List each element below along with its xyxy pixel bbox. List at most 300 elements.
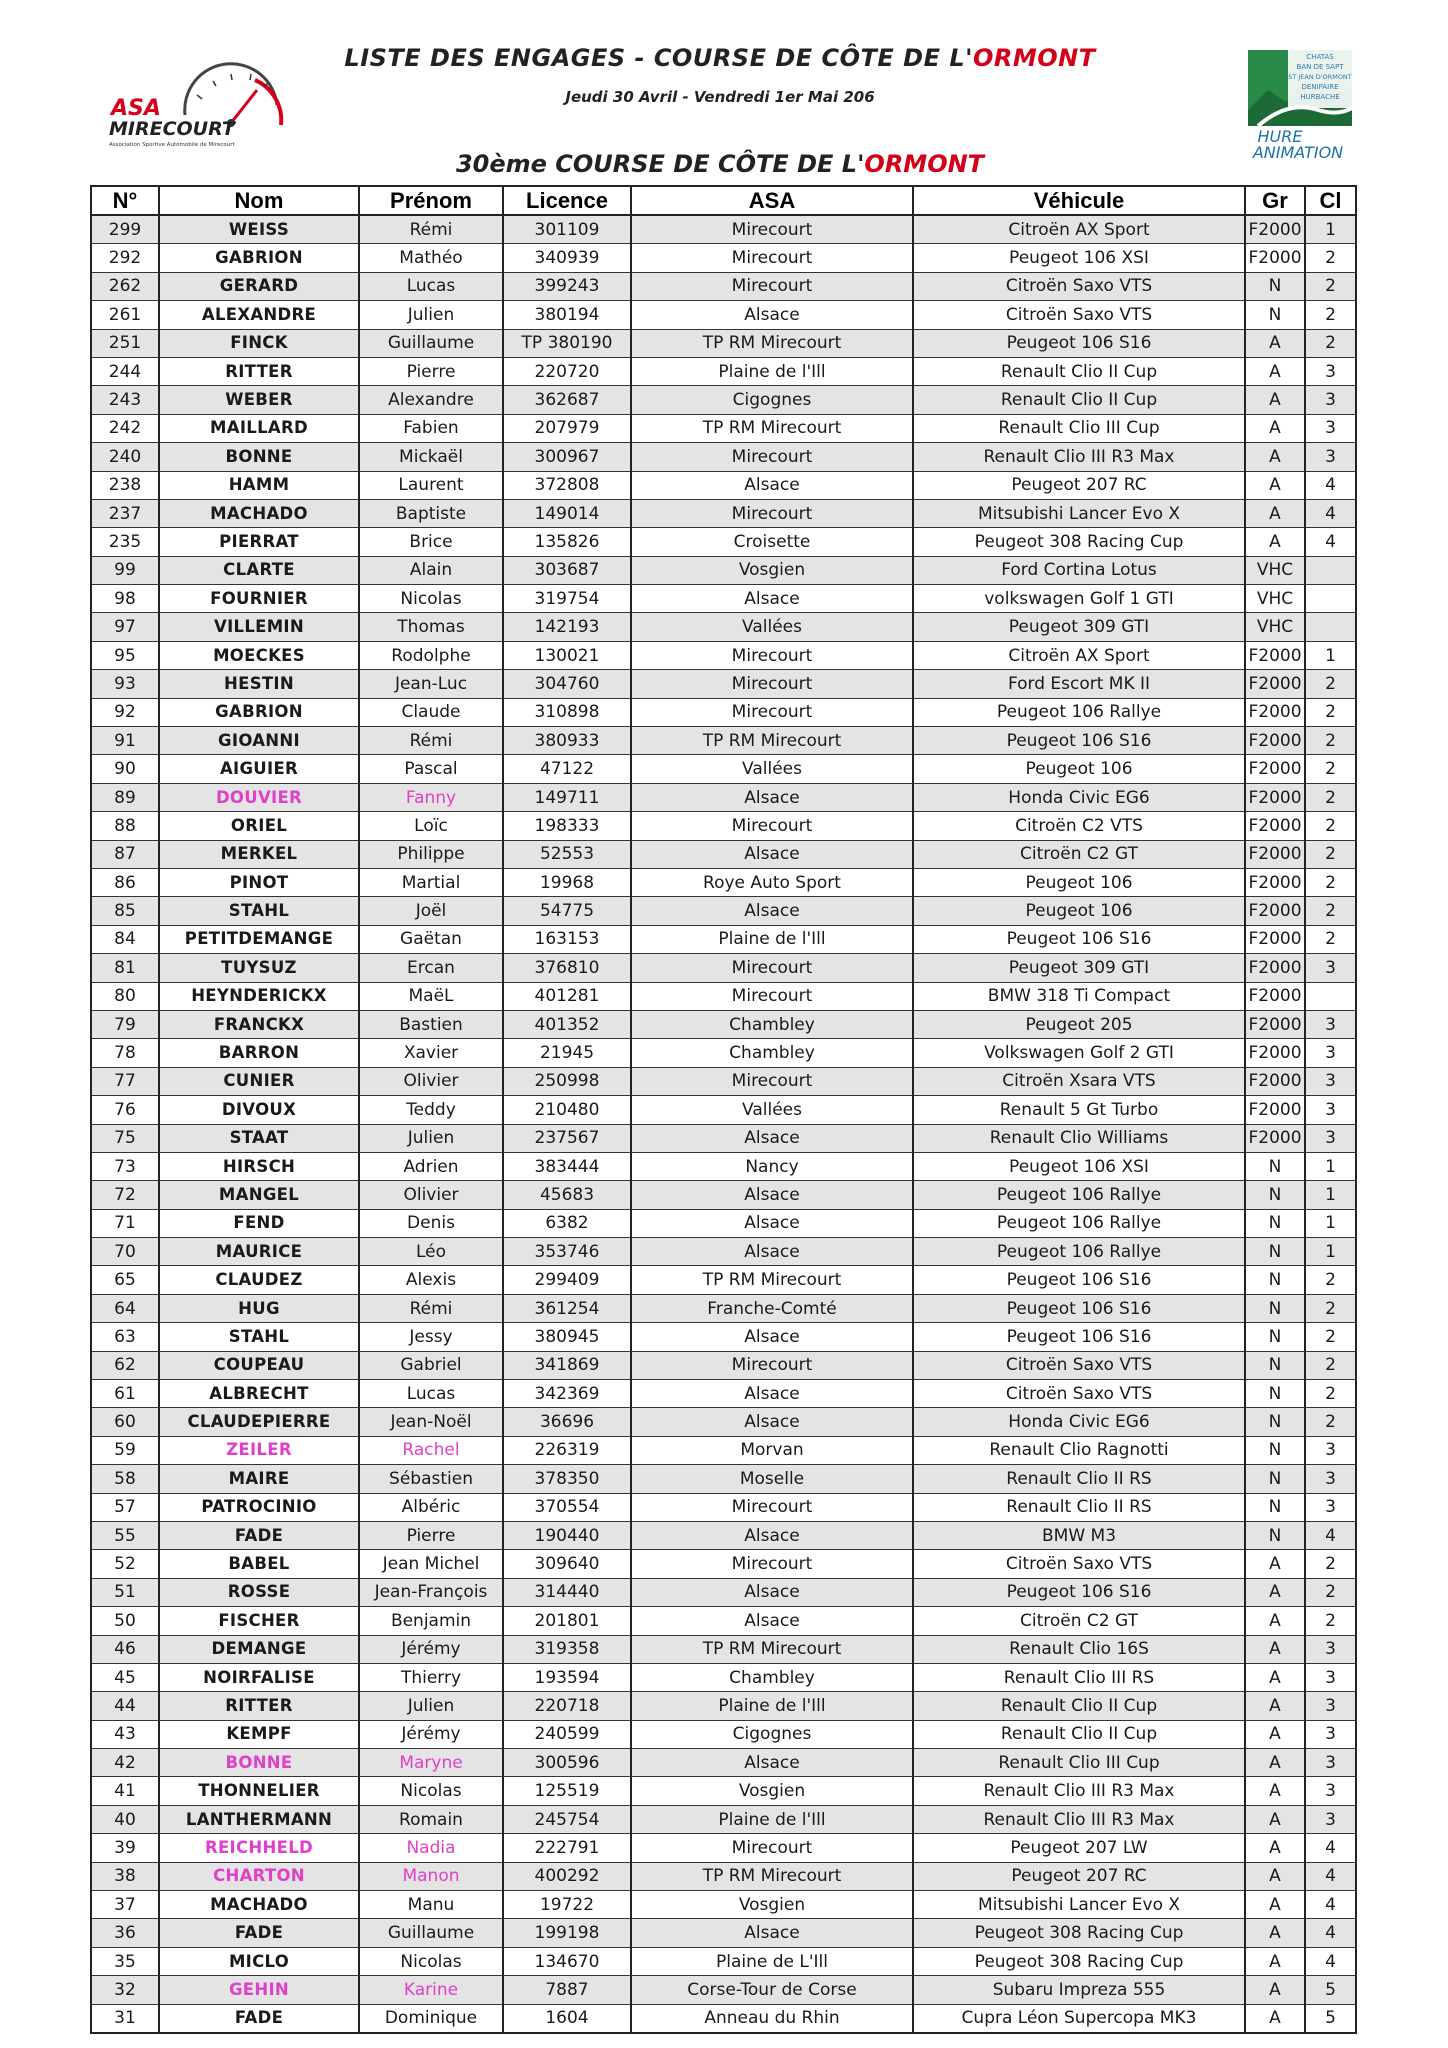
entry-licence: 341869 bbox=[503, 1351, 631, 1379]
entry-lastname: HIRSCH bbox=[159, 1152, 359, 1180]
entry-asa: Mirecourt bbox=[631, 244, 913, 272]
entry-licence: 135826 bbox=[503, 528, 631, 556]
entry-lastname: STAAT bbox=[159, 1124, 359, 1152]
entry-firstname: Gabriel bbox=[359, 1351, 503, 1379]
entry-firstname: Jean-François bbox=[359, 1578, 503, 1606]
entry-lastname: FOURNIER bbox=[159, 585, 359, 613]
entry-asa: TP RM Mirecourt bbox=[631, 329, 913, 357]
entry-class bbox=[1305, 556, 1356, 584]
entries-table bbox=[90, 185, 1357, 2034]
entry-vehicle: Citroën Saxo VTS bbox=[913, 1380, 1245, 1408]
entry-class: 4 bbox=[1305, 471, 1356, 499]
entry-group: F2000 bbox=[1245, 244, 1305, 272]
entry-number: 35 bbox=[91, 1947, 159, 1975]
entry-licence: 201801 bbox=[503, 1607, 631, 1635]
entry-licence: 226319 bbox=[503, 1436, 631, 1464]
entry-class: 3 bbox=[1305, 1436, 1356, 1464]
entry-lastname: MACHADO bbox=[159, 1891, 359, 1919]
entry-lastname: DEMANGE bbox=[159, 1635, 359, 1663]
entry-licence: 250998 bbox=[503, 1067, 631, 1095]
entry-group: A bbox=[1245, 1692, 1305, 1720]
entry-lastname: ZEILER bbox=[159, 1436, 359, 1464]
entry-asa: Vallées bbox=[631, 613, 913, 641]
entry-group: F2000 bbox=[1245, 670, 1305, 698]
entry-asa: Nancy bbox=[631, 1152, 913, 1180]
page-subtitle-highlight: ORMONT bbox=[864, 150, 985, 178]
entry-class: 1 bbox=[1305, 1152, 1356, 1180]
entry-vehicle: Citroën Xsara VTS bbox=[913, 1067, 1245, 1095]
entry-licence: 299409 bbox=[503, 1266, 631, 1294]
entry-class: 1 bbox=[1305, 1181, 1356, 1209]
entry-group: A bbox=[1245, 1919, 1305, 1947]
entry-number: 76 bbox=[91, 1096, 159, 1124]
entry-asa: Alsace bbox=[631, 1749, 913, 1777]
entry-lastname: HAMM bbox=[159, 471, 359, 499]
entry-lastname: GABRION bbox=[159, 244, 359, 272]
entry-lastname: FADE bbox=[159, 1521, 359, 1549]
logo-right-line-5: HURBACHE bbox=[1300, 93, 1340, 101]
logo-right-line-3: ST JEAN D'ORMONT bbox=[1288, 73, 1352, 81]
table-row bbox=[91, 1096, 1356, 1124]
entry-lastname: MOECKES bbox=[159, 641, 359, 669]
table-row bbox=[91, 1152, 1356, 1180]
entry-vehicle: Peugeot 309 GTI bbox=[913, 613, 1245, 641]
page-title bbox=[330, 44, 1110, 72]
entry-firstname: Maryne bbox=[359, 1749, 503, 1777]
entry-class: 3 bbox=[1305, 357, 1356, 385]
entry-group: A bbox=[1245, 329, 1305, 357]
entry-class: 3 bbox=[1305, 443, 1356, 471]
table-row bbox=[91, 670, 1356, 698]
entry-asa: Plaine de l'Ill bbox=[631, 925, 913, 953]
entry-class: 3 bbox=[1305, 1777, 1356, 1805]
entry-group: A bbox=[1245, 471, 1305, 499]
entry-number: 73 bbox=[91, 1152, 159, 1180]
entry-asa: Alsace bbox=[631, 783, 913, 811]
entry-number: 78 bbox=[91, 1039, 159, 1067]
entry-class: 2 bbox=[1305, 1380, 1356, 1408]
entry-firstname: Adrien bbox=[359, 1152, 503, 1180]
entry-asa: Franche-Comté bbox=[631, 1294, 913, 1322]
entry-class: 2 bbox=[1305, 670, 1356, 698]
entry-vehicle: Citroën Saxo VTS bbox=[913, 272, 1245, 300]
table-row bbox=[91, 1635, 1356, 1663]
entry-vehicle: Peugeot 207 RC bbox=[913, 1862, 1245, 1890]
entry-vehicle: Peugeot 106 Rallye bbox=[913, 1209, 1245, 1237]
entry-asa: TP RM Mirecourt bbox=[631, 414, 913, 442]
entry-number: 242 bbox=[91, 414, 159, 442]
entry-group: A bbox=[1245, 2004, 1305, 2033]
entry-group: A bbox=[1245, 1805, 1305, 1833]
entry-number: 75 bbox=[91, 1124, 159, 1152]
entry-lastname: PIERRAT bbox=[159, 528, 359, 556]
entry-lastname: CLAUDEPIERRE bbox=[159, 1408, 359, 1436]
entry-group: A bbox=[1245, 528, 1305, 556]
entry-number: 85 bbox=[91, 897, 159, 925]
entry-licence: 207979 bbox=[503, 414, 631, 442]
entry-licence: 383444 bbox=[503, 1152, 631, 1180]
entry-lastname: ROSSE bbox=[159, 1578, 359, 1606]
entry-asa: Alsace bbox=[631, 1238, 913, 1266]
entry-firstname: Teddy bbox=[359, 1096, 503, 1124]
entry-asa: Mirecourt bbox=[631, 641, 913, 669]
entry-number: 86 bbox=[91, 868, 159, 896]
entry-group: A bbox=[1245, 1635, 1305, 1663]
entry-asa: Mirecourt bbox=[631, 1067, 913, 1095]
entry-vehicle: Peugeot 308 Racing Cup bbox=[913, 1947, 1245, 1975]
entry-firstname: Karine bbox=[359, 1976, 503, 2004]
page-title-prefix: LISTE DES ENGAGES - COURSE DE CÔTE DE L' bbox=[344, 44, 973, 72]
entry-group: A bbox=[1245, 1834, 1305, 1862]
entry-group: VHC bbox=[1245, 556, 1305, 584]
entry-asa: Anneau du Rhin bbox=[631, 2004, 913, 2033]
entry-lastname: LANTHERMANN bbox=[159, 1805, 359, 1833]
entry-licence: 190440 bbox=[503, 1521, 631, 1549]
entry-asa: Plaine de l'Ill bbox=[631, 1692, 913, 1720]
table-row bbox=[91, 1380, 1356, 1408]
entry-class: 2 bbox=[1305, 1351, 1356, 1379]
entry-asa: Mirecourt bbox=[631, 698, 913, 726]
table-row bbox=[91, 1550, 1356, 1578]
entry-vehicle: volkswagen Golf 1 GTI bbox=[913, 585, 1245, 613]
entry-vehicle: Renault Clio Ragnotti bbox=[913, 1436, 1245, 1464]
entry-asa: Chambley bbox=[631, 1010, 913, 1038]
entry-vehicle: Honda Civic EG6 bbox=[913, 783, 1245, 811]
entry-number: 61 bbox=[91, 1380, 159, 1408]
entry-firstname: Dominique bbox=[359, 2004, 503, 2033]
entry-lastname: MERKEL bbox=[159, 840, 359, 868]
entry-licence: 400292 bbox=[503, 1862, 631, 1890]
entry-group: N bbox=[1245, 1323, 1305, 1351]
entry-licence: 300967 bbox=[503, 443, 631, 471]
entry-asa: Mirecourt bbox=[631, 982, 913, 1010]
entry-group: A bbox=[1245, 1578, 1305, 1606]
entry-asa: TP RM Mirecourt bbox=[631, 1862, 913, 1890]
entry-vehicle: Peugeot 106 bbox=[913, 897, 1245, 925]
entry-group: N bbox=[1245, 1209, 1305, 1237]
entry-firstname: Nicolas bbox=[359, 1777, 503, 1805]
entry-asa: Alsace bbox=[631, 1607, 913, 1635]
entry-licence: 380933 bbox=[503, 727, 631, 755]
entry-vehicle: Peugeot 106 XSI bbox=[913, 244, 1245, 272]
table-row bbox=[91, 1834, 1356, 1862]
table-row bbox=[91, 215, 1356, 244]
page-title-highlight: ORMONT bbox=[972, 44, 1096, 72]
entry-group: F2000 bbox=[1245, 215, 1305, 244]
table-row bbox=[91, 1181, 1356, 1209]
entry-group: F2000 bbox=[1245, 954, 1305, 982]
table-row bbox=[91, 1663, 1356, 1691]
entry-number: 55 bbox=[91, 1521, 159, 1549]
entry-vehicle: Ford Cortina Lotus bbox=[913, 556, 1245, 584]
entry-firstname: Alain bbox=[359, 556, 503, 584]
entry-group: N bbox=[1245, 1294, 1305, 1322]
hure-animation-logo bbox=[1248, 50, 1352, 162]
entry-class: 3 bbox=[1305, 1720, 1356, 1748]
entry-class: 3 bbox=[1305, 1096, 1356, 1124]
entry-asa: Plaine de L'Ill bbox=[631, 1947, 913, 1975]
entry-vehicle: Peugeot 106 Rallye bbox=[913, 698, 1245, 726]
entry-lastname: MACHADO bbox=[159, 499, 359, 527]
entry-group: N bbox=[1245, 1152, 1305, 1180]
entry-firstname: Alexis bbox=[359, 1266, 503, 1294]
entry-vehicle: Citroën AX Sport bbox=[913, 641, 1245, 669]
entry-class: 1 bbox=[1305, 1209, 1356, 1237]
entry-firstname: Olivier bbox=[359, 1181, 503, 1209]
entry-asa: Chambley bbox=[631, 1663, 913, 1691]
entry-vehicle: Renault Clio 16S bbox=[913, 1635, 1245, 1663]
entry-licence: 199198 bbox=[503, 1919, 631, 1947]
column-header-asa: ASA bbox=[631, 186, 913, 215]
entry-class: 2 bbox=[1305, 1408, 1356, 1436]
entry-number: 98 bbox=[91, 585, 159, 613]
entry-group: N bbox=[1245, 1380, 1305, 1408]
entry-licence: 198333 bbox=[503, 812, 631, 840]
entry-vehicle: Peugeot 106 S16 bbox=[913, 329, 1245, 357]
entry-class: 2 bbox=[1305, 727, 1356, 755]
entry-vehicle: Peugeot 106 S16 bbox=[913, 1294, 1245, 1322]
entry-group: A bbox=[1245, 1976, 1305, 2004]
entry-class: 3 bbox=[1305, 954, 1356, 982]
entry-vehicle: Honda Civic EG6 bbox=[913, 1408, 1245, 1436]
entry-number: 292 bbox=[91, 244, 159, 272]
logo-asa-text: ASA bbox=[111, 96, 161, 121]
entry-group: N bbox=[1245, 301, 1305, 329]
column-header-nom: Nom bbox=[159, 186, 359, 215]
entry-firstname: Denis bbox=[359, 1209, 503, 1237]
table-row bbox=[91, 1777, 1356, 1805]
entry-licence: 47122 bbox=[503, 755, 631, 783]
entry-group: F2000 bbox=[1245, 812, 1305, 840]
entry-licence: 240599 bbox=[503, 1720, 631, 1748]
entry-lastname: FINCK bbox=[159, 329, 359, 357]
table-header-row bbox=[91, 186, 1356, 215]
entry-class: 3 bbox=[1305, 1067, 1356, 1095]
entry-firstname: Rachel bbox=[359, 1436, 503, 1464]
entry-licence: 380945 bbox=[503, 1323, 631, 1351]
entry-licence: 193594 bbox=[503, 1663, 631, 1691]
entry-lastname: CUNIER bbox=[159, 1067, 359, 1095]
table-row bbox=[91, 783, 1356, 811]
entry-firstname: Lucas bbox=[359, 1380, 503, 1408]
entry-lastname: STAHL bbox=[159, 1323, 359, 1351]
entry-number: 89 bbox=[91, 783, 159, 811]
entry-number: 251 bbox=[91, 329, 159, 357]
table-row bbox=[91, 1266, 1356, 1294]
entry-class: 2 bbox=[1305, 244, 1356, 272]
entry-class: 3 bbox=[1305, 1635, 1356, 1663]
entry-group: F2000 bbox=[1245, 1124, 1305, 1152]
entry-firstname: Jessy bbox=[359, 1323, 503, 1351]
entry-asa: Corse-Tour de Corse bbox=[631, 1976, 913, 2004]
entry-firstname: Jean Michel bbox=[359, 1550, 503, 1578]
entry-licence: 310898 bbox=[503, 698, 631, 726]
entry-licence: 125519 bbox=[503, 1777, 631, 1805]
entry-firstname: MaëL bbox=[359, 982, 503, 1010]
entry-group: F2000 bbox=[1245, 1010, 1305, 1038]
entry-licence: 19968 bbox=[503, 868, 631, 896]
entry-lastname: COUPEAU bbox=[159, 1351, 359, 1379]
entry-vehicle: Volkswagen Golf 2 GTI bbox=[913, 1039, 1245, 1067]
entry-licence: 342369 bbox=[503, 1380, 631, 1408]
entry-vehicle: Renault Clio III R3 Max bbox=[913, 443, 1245, 471]
entry-asa: Alsace bbox=[631, 1209, 913, 1237]
entry-lastname: RITTER bbox=[159, 1692, 359, 1720]
entry-lastname: FRANCKX bbox=[159, 1010, 359, 1038]
entry-licence: 401281 bbox=[503, 982, 631, 1010]
table-row bbox=[91, 897, 1356, 925]
entry-class: 2 bbox=[1305, 812, 1356, 840]
entry-number: 299 bbox=[91, 215, 159, 244]
entry-asa: Moselle bbox=[631, 1465, 913, 1493]
entry-licence: 36696 bbox=[503, 1408, 631, 1436]
entry-lastname: MANGEL bbox=[159, 1181, 359, 1209]
entry-group: A bbox=[1245, 1749, 1305, 1777]
entry-vehicle: Ford Escort MK II bbox=[913, 670, 1245, 698]
entry-number: 52 bbox=[91, 1550, 159, 1578]
entry-number: 235 bbox=[91, 528, 159, 556]
entry-class bbox=[1305, 982, 1356, 1010]
entry-vehicle: Mitsubishi Lancer Evo X bbox=[913, 499, 1245, 527]
entry-class: 2 bbox=[1305, 925, 1356, 953]
entry-class: 3 bbox=[1305, 1663, 1356, 1691]
entry-asa: Alsace bbox=[631, 1380, 913, 1408]
entry-number: 92 bbox=[91, 698, 159, 726]
entry-asa: Alsace bbox=[631, 1521, 913, 1549]
table-row bbox=[91, 1947, 1356, 1975]
entry-asa: Plaine de l'Ill bbox=[631, 1805, 913, 1833]
entry-firstname: Rodolphe bbox=[359, 641, 503, 669]
entry-lastname: CLARTE bbox=[159, 556, 359, 584]
entry-firstname: Rémi bbox=[359, 727, 503, 755]
logo-right-line-1: CHATAS bbox=[1306, 53, 1334, 61]
table-row bbox=[91, 443, 1356, 471]
entry-lastname: BONNE bbox=[159, 1749, 359, 1777]
entry-asa: Cigognes bbox=[631, 1720, 913, 1748]
entry-lastname: BARRON bbox=[159, 1039, 359, 1067]
entry-number: 77 bbox=[91, 1067, 159, 1095]
entry-asa: Mirecourt bbox=[631, 670, 913, 698]
entry-vehicle: Peugeot 106 S16 bbox=[913, 1266, 1245, 1294]
entry-number: 59 bbox=[91, 1436, 159, 1464]
entry-group: N bbox=[1245, 1238, 1305, 1266]
entry-firstname: Bastien bbox=[359, 1010, 503, 1038]
entry-class: 2 bbox=[1305, 1323, 1356, 1351]
entry-group: F2000 bbox=[1245, 1096, 1305, 1124]
entry-number: 51 bbox=[91, 1578, 159, 1606]
entry-class: 1 bbox=[1305, 215, 1356, 244]
entry-asa: Mirecourt bbox=[631, 272, 913, 300]
entry-asa: Vallées bbox=[631, 755, 913, 783]
logo-right-line-4: DENIPAIRE bbox=[1301, 83, 1339, 91]
entry-vehicle: Citroën C2 GT bbox=[913, 1607, 1245, 1635]
entry-asa: Chambley bbox=[631, 1039, 913, 1067]
table-row bbox=[91, 1862, 1356, 1890]
entry-number: 36 bbox=[91, 1919, 159, 1947]
column-header-cl: Cl bbox=[1305, 186, 1356, 215]
table-row bbox=[91, 613, 1356, 641]
table-row bbox=[91, 1124, 1356, 1152]
entry-number: 50 bbox=[91, 1607, 159, 1635]
entry-lastname: FADE bbox=[159, 2004, 359, 2033]
entry-class: 2 bbox=[1305, 272, 1356, 300]
entry-class: 1 bbox=[1305, 1238, 1356, 1266]
logo-hure-text: HURE bbox=[1257, 127, 1303, 146]
entry-licence: 142193 bbox=[503, 613, 631, 641]
entry-class: 2 bbox=[1305, 783, 1356, 811]
entry-firstname: Thierry bbox=[359, 1663, 503, 1691]
entry-firstname: Mickaël bbox=[359, 443, 503, 471]
entry-vehicle: Peugeot 106 S16 bbox=[913, 925, 1245, 953]
entry-vehicle: Renault Clio II RS bbox=[913, 1465, 1245, 1493]
entry-vehicle: Cupra Léon Supercopa MK3 bbox=[913, 2004, 1245, 2033]
entry-asa: Mirecourt bbox=[631, 1550, 913, 1578]
entry-asa: Mirecourt bbox=[631, 812, 913, 840]
entry-firstname: Manu bbox=[359, 1891, 503, 1919]
entry-asa: TP RM Mirecourt bbox=[631, 1266, 913, 1294]
entry-number: 65 bbox=[91, 1266, 159, 1294]
entry-number: 45 bbox=[91, 1663, 159, 1691]
entry-asa: Alsace bbox=[631, 585, 913, 613]
entry-number: 90 bbox=[91, 755, 159, 783]
entry-class: 4 bbox=[1305, 1919, 1356, 1947]
entry-vehicle: Renault Clio III RS bbox=[913, 1663, 1245, 1691]
entry-vehicle: Mitsubishi Lancer Evo X bbox=[913, 1891, 1245, 1919]
entry-number: 60 bbox=[91, 1408, 159, 1436]
entry-number: 240 bbox=[91, 443, 159, 471]
entry-asa: Alsace bbox=[631, 1578, 913, 1606]
entry-number: 79 bbox=[91, 1010, 159, 1038]
entry-firstname: Thomas bbox=[359, 613, 503, 641]
entry-lastname: HESTIN bbox=[159, 670, 359, 698]
entry-lastname: HUG bbox=[159, 1294, 359, 1322]
entry-lastname: DIVOUX bbox=[159, 1096, 359, 1124]
entry-asa: Alsace bbox=[631, 301, 913, 329]
entry-vehicle: Renault Clio III Cup bbox=[913, 414, 1245, 442]
entry-licence: 378350 bbox=[503, 1465, 631, 1493]
entry-licence: 220718 bbox=[503, 1692, 631, 1720]
table-row bbox=[91, 925, 1356, 953]
entry-class: 3 bbox=[1305, 414, 1356, 442]
entry-asa: Morvan bbox=[631, 1436, 913, 1464]
entry-group: A bbox=[1245, 357, 1305, 385]
entry-lastname: ALBRECHT bbox=[159, 1380, 359, 1408]
entry-lastname: MAIRE bbox=[159, 1465, 359, 1493]
entry-number: 42 bbox=[91, 1749, 159, 1777]
entry-firstname: Gaëtan bbox=[359, 925, 503, 953]
entry-firstname: Lucas bbox=[359, 272, 503, 300]
entry-class: 3 bbox=[1305, 1465, 1356, 1493]
entry-firstname: Xavier bbox=[359, 1039, 503, 1067]
entry-number: 261 bbox=[91, 301, 159, 329]
entry-licence: 149711 bbox=[503, 783, 631, 811]
entry-vehicle: Peugeot 106 Rallye bbox=[913, 1238, 1245, 1266]
column-header-vehicule: Véhicule bbox=[913, 186, 1245, 215]
entry-class: 4 bbox=[1305, 528, 1356, 556]
entry-licence: 372808 bbox=[503, 471, 631, 499]
entry-licence: 376810 bbox=[503, 954, 631, 982]
entry-firstname: Manon bbox=[359, 1862, 503, 1890]
entry-group: N bbox=[1245, 1465, 1305, 1493]
entry-group: A bbox=[1245, 386, 1305, 414]
logo-tagline-text: Association Sportive Automobile de Mirecourt bbox=[109, 142, 235, 148]
entry-lastname: FADE bbox=[159, 1919, 359, 1947]
entry-licence: 309640 bbox=[503, 1550, 631, 1578]
entry-number: 243 bbox=[91, 386, 159, 414]
table-row bbox=[91, 755, 1356, 783]
entry-licence: 362687 bbox=[503, 386, 631, 414]
entry-licence: 380194 bbox=[503, 301, 631, 329]
